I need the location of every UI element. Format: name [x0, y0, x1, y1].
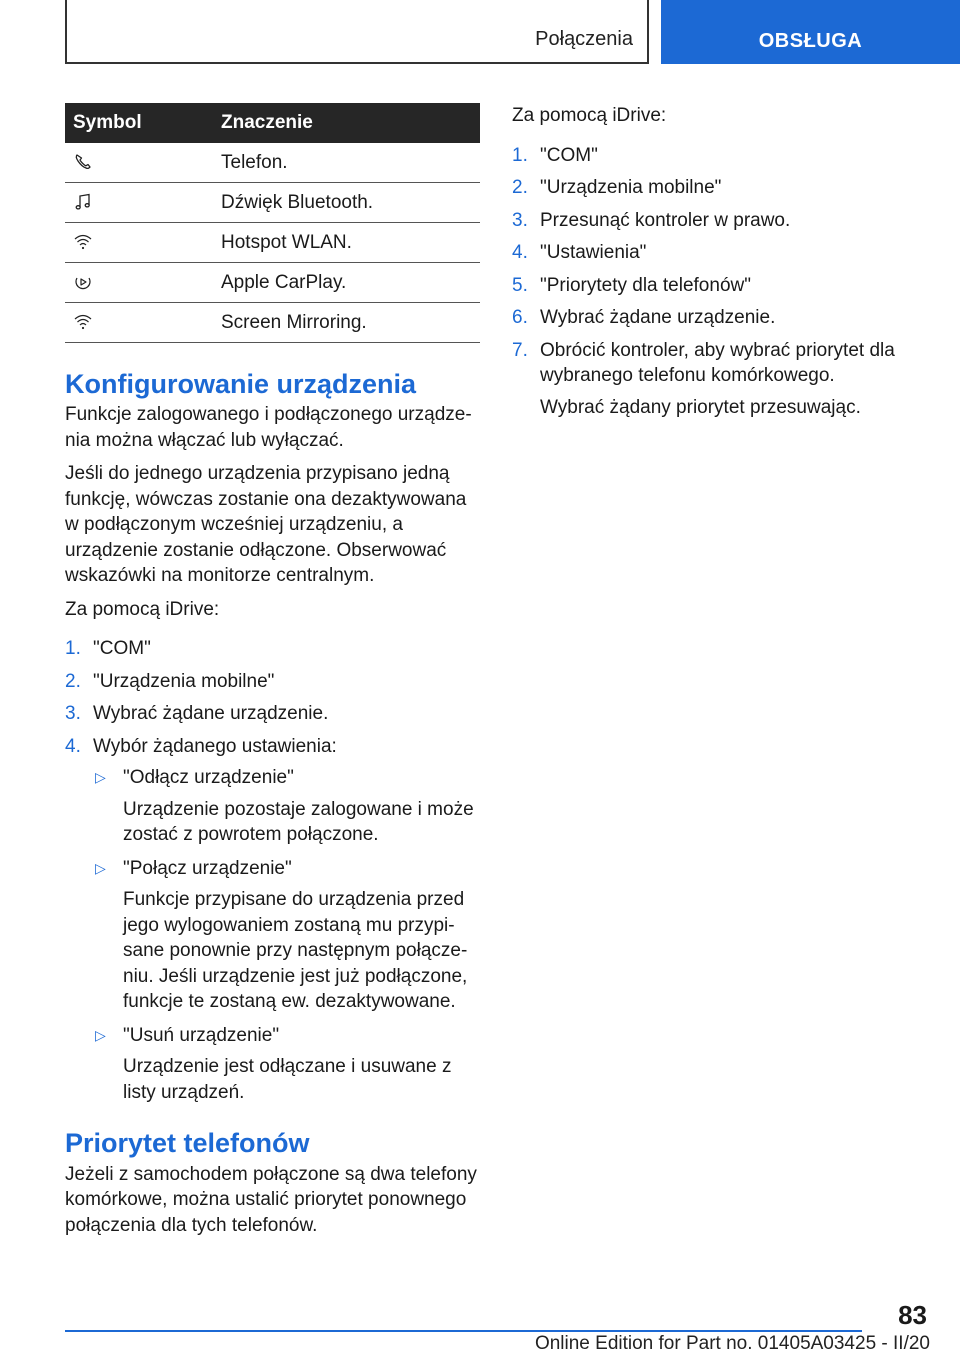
idrive-intro: Za pomocą iDrive:: [512, 105, 667, 126]
configure-steps: [65, 636, 480, 1105]
table-row: [65, 143, 480, 183]
table-cell-meaning: Telefon.: [213, 143, 480, 183]
symbol-table: [65, 103, 480, 343]
list-item: 7. Obrócić kontroler, aby wybrać priorytet dla wybranego telefonu komórkowego. Wybrać żądany priorytet przesuwając.: [512, 338, 927, 421]
triangle-bullet-icon: ▷: [95, 859, 106, 876]
table-row: [65, 263, 480, 303]
left-column: [65, 103, 480, 1238]
triangle-bullet-icon: ▷: [95, 769, 106, 786]
table-row: [65, 183, 480, 223]
carplay-icon: [73, 272, 93, 292]
header-frame: [65, 0, 649, 64]
table-header-meaning: Znaczenie: [213, 103, 480, 143]
table-row: [65, 223, 480, 263]
table-header-symbol: Symbol: [65, 103, 213, 143]
triangle-bullet-icon: ▷: [95, 1026, 106, 1043]
option-item: ▷ "Usuń urządzenie" Urządzenie jest odłączane i usuwane z listy urządzeń.: [95, 1024, 452, 1103]
paragraph: Jeżeli z samochodem połączone są dwa telefony komórkowe, można ustalić priorytet ponownego połączenia dla tych telefonów.: [65, 1163, 477, 1236]
section-title-priority: Priorytet telefonów: [65, 1128, 310, 1159]
footer-edition: Online Edition for Part no. 01405A03425 - II/20: [534, 1333, 930, 1354]
table-cell-meaning: Screen Mirroring.: [213, 303, 480, 343]
list-item: 6. Wybrać żądane urządzenie.: [512, 307, 776, 328]
option-item: ▷ "Odłącz urządzenie" Urządzenie pozostaje zalogowane i może zostać z powrotem połączone.: [95, 767, 474, 846]
list-item: 5. "Priorytety dla telefonów": [512, 274, 751, 296]
music-note-icon: [73, 192, 93, 212]
list-item: 1. "COM": [65, 638, 151, 660]
page-number: 83: [898, 1300, 927, 1330]
step-note: Wybrać żądany priorytet przesuwając.: [540, 396, 861, 418]
list-item: 4. "Ustawienia": [512, 242, 647, 263]
list-item: 1. "COM": [512, 144, 598, 166]
right-column: [512, 103, 927, 427]
section-title-configure: Konfigurowanie urządzenia: [65, 369, 417, 399]
list-item: 2. "Urządzenia mobilne": [65, 670, 275, 692]
wifi-icon: [73, 312, 93, 332]
header-section-title: Połączenia: [535, 28, 633, 50]
idrive-intro: Za pomocą iDrive:: [65, 598, 220, 620]
option-item: ▷ "Połącz urządzenie" Funkcje przypisane do urządzenia przed jego wylogowaniem zostaną mu przypisane ponownie przy następnym połączeniu. Jeśli urządzenie jest już podłączone, funkcje te zostaną ew. dezaktywowane.: [95, 857, 468, 1013]
table-cell-meaning: Apple CarPlay.: [213, 263, 480, 303]
phone-icon: [73, 152, 93, 172]
footer-divider: [65, 1330, 862, 1332]
settings-options: [93, 765, 480, 1105]
table-header-row: [65, 103, 480, 143]
table-cell-meaning: Hotspot WLAN.: [213, 223, 480, 263]
priority-steps: [512, 143, 927, 421]
list-item: 3. Przesunąć kontroler w prawo.: [512, 209, 791, 231]
list-item: 4. Wybór żądanego ustawienia: ▷ "Odłącz urządzenie" Urządzenie pozostaje zalogowane i może zostać z powrotem połączone. ▷ "Połącz urządzenie" Funkcje przypisane do urządzenia przed jego wylogowaniem zostaną mu przypisane ponownie przy następnym połączeniu. Jeśli urządzenie jest już podłączone, funkcje te zostaną ew. dezaktywowane. ▷ "Usuń urządzenie" Urządzenie jest odłączane i usuwane z listy urządzeń.: [65, 734, 480, 1106]
paragraph: Jeśli do jednego urządzenia przypisano jedną funkcję, wówczas zostanie ona dezaktywowana w podłączonym wcześniej urządzeniu, a urządzenie zostanie odłączone. Obserwować wskazówki na monitorze centralnym.: [65, 463, 467, 587]
table-row: [65, 303, 480, 343]
table-cell-meaning: Dźwięk Bluetooth.: [213, 183, 480, 223]
header-chapter-tab: OBSŁUGA: [661, 0, 960, 64]
wifi-icon: [73, 232, 93, 252]
paragraph: Funkcje zalogowanego i podłączonego urządzenia można włączać lub wyłączać.: [65, 404, 472, 451]
list-item: 2. "Urządzenia mobilne": [512, 177, 722, 198]
list-item: 3. Wybrać żądane urządzenie.: [65, 703, 329, 725]
